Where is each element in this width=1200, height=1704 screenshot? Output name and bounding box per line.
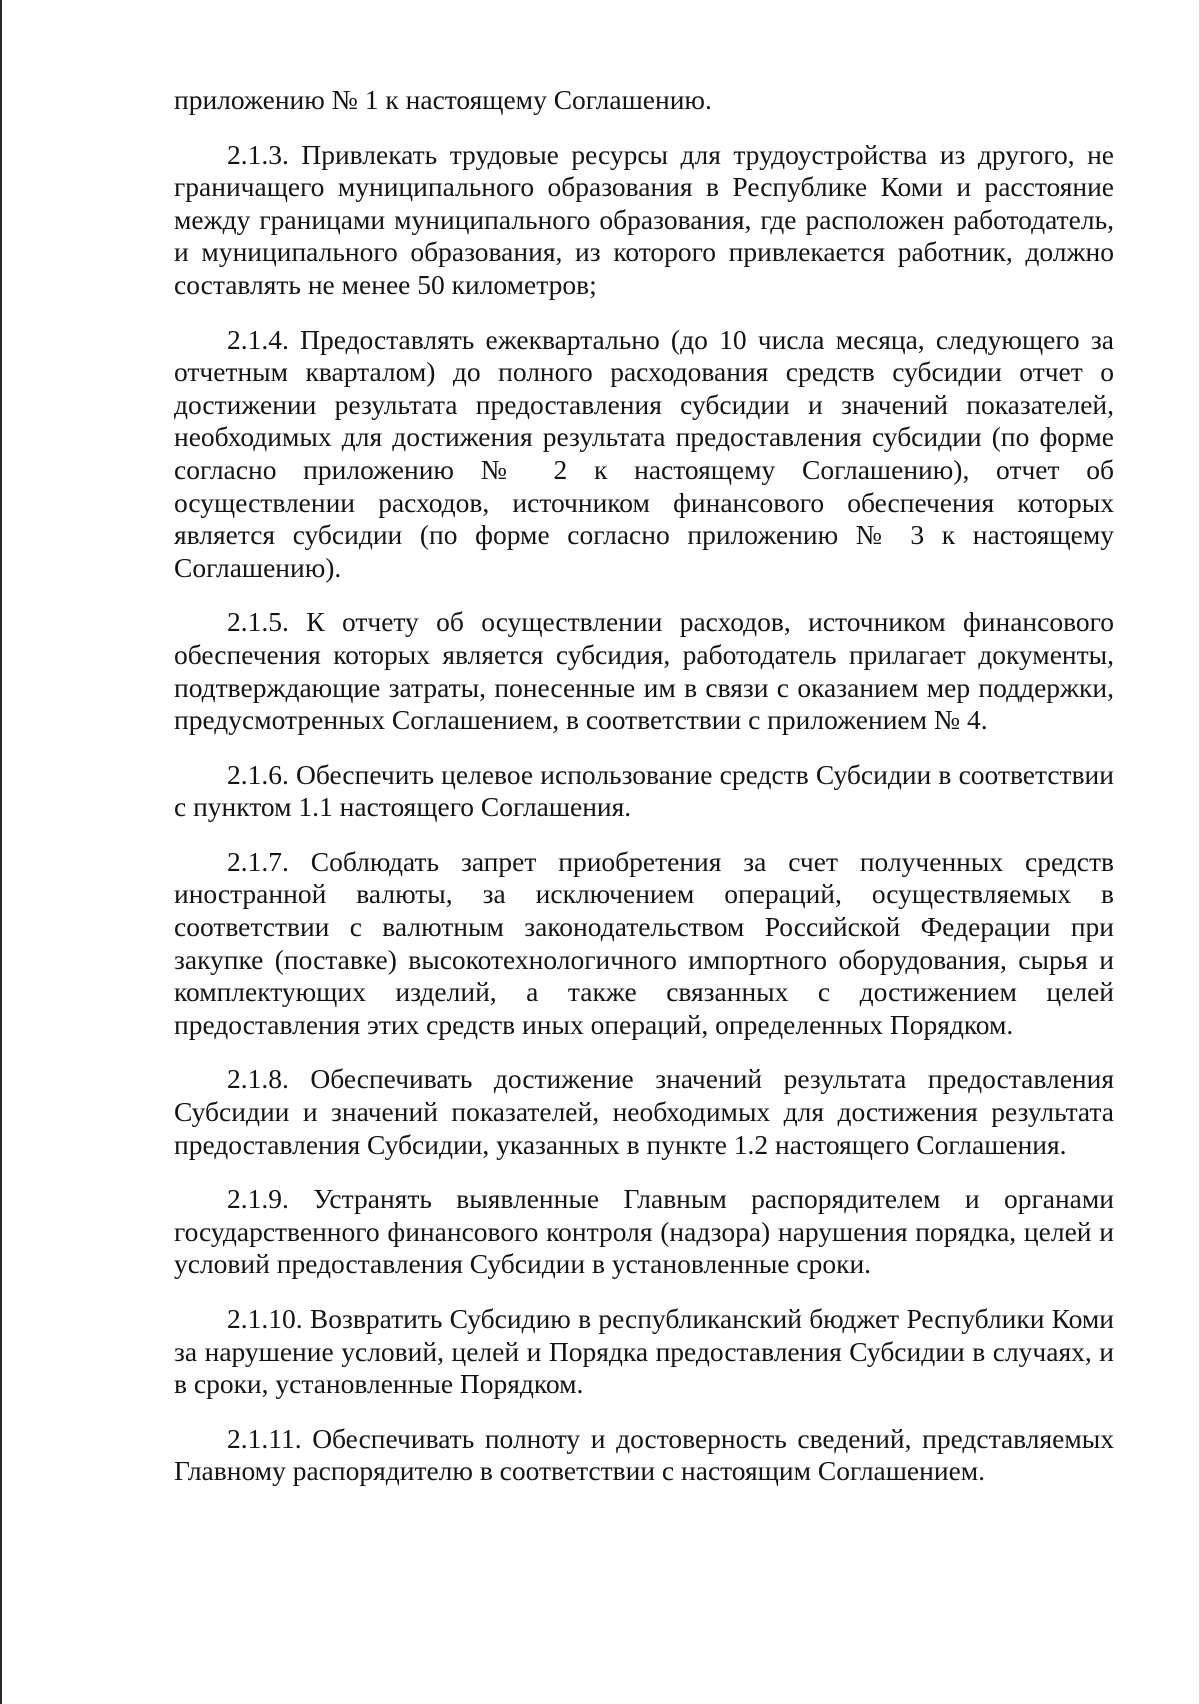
paragraph-2-1-11: 2.1.11. Обеспечивать полноту и достоверность сведений, представляемых Главному распорядителю в соответствии с настоящим Соглашением. bbox=[174, 1422, 1114, 1487]
paragraph-2-1-5: 2.1.5. К отчету об осуществлении расходов, источником финансового обеспечения которых является субсидия, работодатель прилагает документы, подтверждающие затраты, понесенные им в связи с оказанием мер поддержки, предусмотренных Соглашением, в соответствии с приложением № 4. bbox=[174, 606, 1114, 736]
paragraph-2-1-9: 2.1.9. Устранять выявленные Главным распорядителем и органами государственного финансового контроля (надзора) нарушения порядка, целей и условий предоставления Субсидии в установленные сроки. bbox=[174, 1183, 1114, 1280]
paragraph-2-1-7: 2.1.7. Соблюдать запрет приобретения за счет полученных средств иностранной валюты, за исключением операций, осуществляемых в соответствии с валютным законодательством Российской Федерации при закупке (поставке) высокотехнологичного импортного оборудования, сырья и комплектующих изделий, а также связанных с достижением целей предоставления этих средств иных операций, определенных Порядком. bbox=[174, 845, 1114, 1040]
document-body bbox=[174, 84, 1114, 1510]
scan-edge-left bbox=[0, 0, 2, 1704]
paragraph-continuation: приложению № 1 к настоящему Соглашению. bbox=[174, 84, 712, 115]
paragraph-2-1-4: 2.1.4. Предоставлять ежеквартально (до 10 числа месяца, следующего за отчетным кварталом) до полного расходования средств субсидии отчет о достижении результата предоставления субсидии и значений показателей, необходимых для достижения результата предоставления субсидии (по форме согласно приложению № 2 к настоящему Соглашению), отчет об осуществлении расходов, источником финансового обеспечения которых является субсидии (по форме согласно приложению № 3 к настоящему Соглашению). bbox=[174, 323, 1114, 583]
paragraph-2-1-10: 2.1.10. Возвратить Субсидию в республиканский бюджет Республики Коми за нарушение условий, целей и Порядка предоставления Субсидии в случаях, и в сроки, установленные Порядком. bbox=[174, 1303, 1114, 1400]
paragraph-2-1-8: 2.1.8. Обеспечивать достижение значений результата предоставления Субсидии и значений показателей, необходимых для достижения результата предоставления Субсидии, указанных в пункте 1.2 настоящего Соглашения. bbox=[174, 1063, 1114, 1160]
paragraph-2-1-3: 2.1.3. Привлекать трудовые ресурсы для трудоустройства из другого, не граничащего муниципального образования в Республике Коми и расстояние между границами муниципального образования, где расположен работодатель, и муниципального образования, из которого привлекается работник, должно составлять не менее 50 километров; bbox=[174, 138, 1114, 300]
paragraph-2-1-6: 2.1.6. Обеспечить целевое использование средств Субсидии в соответствии с пунктом 1.1 настоящего Соглашения. bbox=[174, 758, 1114, 823]
